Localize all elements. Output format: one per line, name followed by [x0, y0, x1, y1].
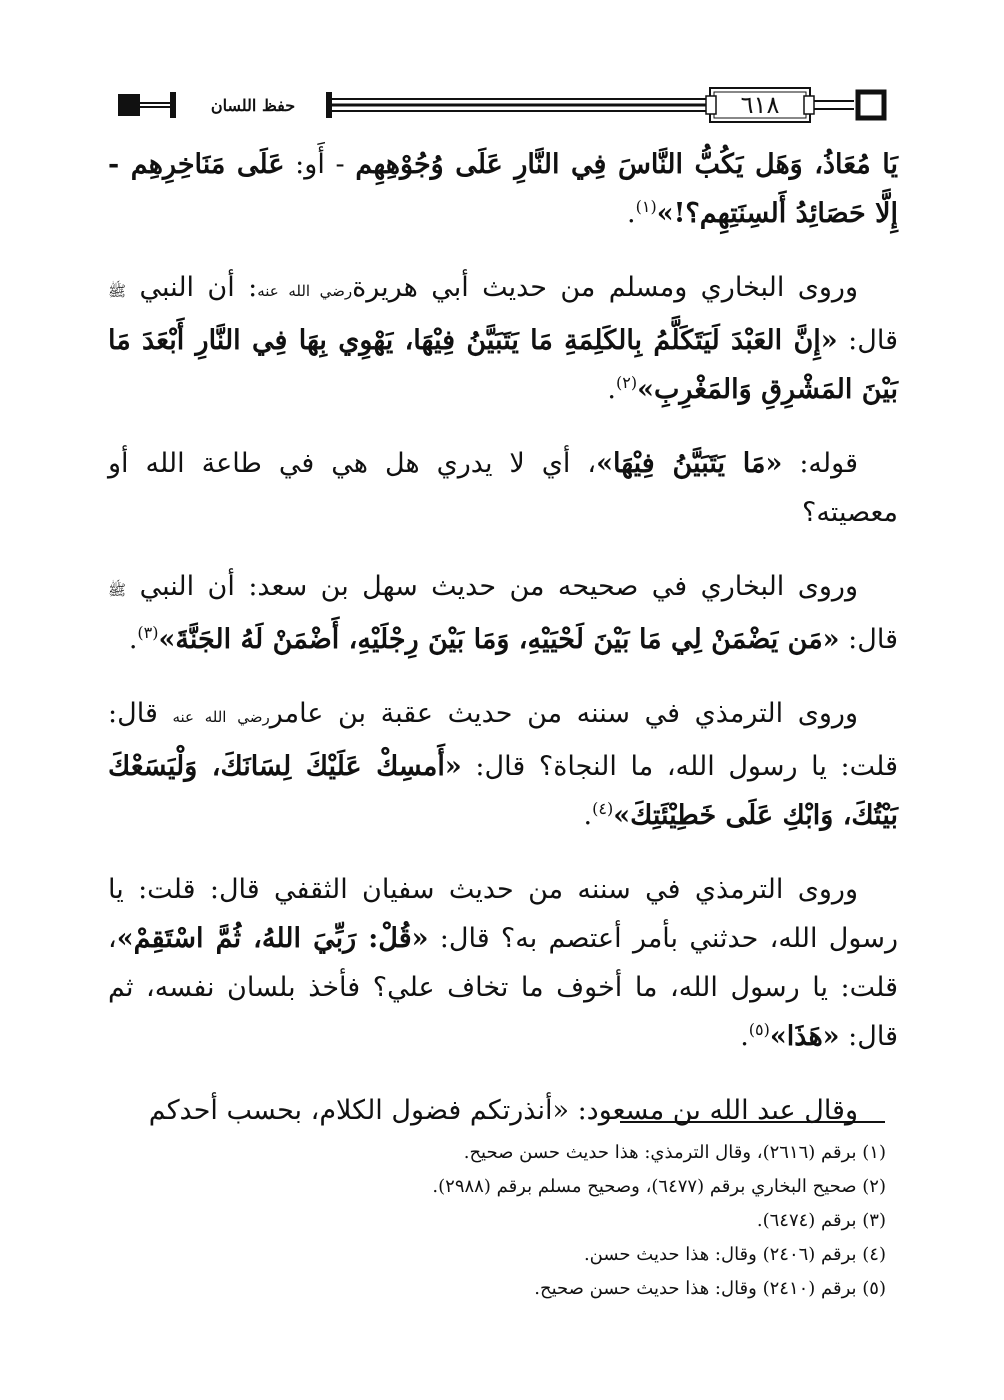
hadith-quote: عَلَى مَنَاخِرِهِم - إِلَّا حَصَائِدُ أَلسِنَتِهِم؟!» — [108, 149, 898, 229]
footnote-2: (٢) صحيح البخاري برقم (٦٤٧٧)، وصحيح مسلم برقم (٢٩٨٨). — [432, 1176, 886, 1197]
main-text — [108, 140, 898, 1160]
paragraph-text: ، قلت: يا رسول الله، ما أخوف ما تخاف علي؟ فأخذ بلسان نفسه، ثم قال: — [108, 923, 898, 1052]
paragraph-text: - أَو: — [284, 149, 356, 180]
paragraph-5 — [108, 689, 898, 840]
paragraph-text: قوله: — [782, 448, 858, 479]
hadith-quote: «إِنَّ العَبْدَ لَيَتَكَلَّمُ بِالكَلِمَةِ مَا يَتَبَيَّنُ فِيْهَا، يَهْوِي بِهَا فِي النَّارِ أَبْعَدَ مَا بَيْنَ المَشْرِقِ وَالمَغْرِبِ» — [108, 325, 898, 405]
page-header — [110, 86, 896, 126]
page-number: ٦١٨ — [740, 91, 780, 119]
footnote-marker: (٢) — [616, 373, 638, 392]
paragraph-text: قال: قلت: يا رسول الله، ما النجاة؟ قال: — [108, 698, 898, 782]
paragraph-text: . — [583, 800, 593, 831]
honorific-prophet: ﷺ — [108, 581, 127, 599]
hadith-quote: «مَا يَتَبَيَّنُ فِيْهَا» — [596, 448, 783, 479]
footnote-separator — [620, 1121, 885, 1123]
footnote-4: (٤) برقم (٢٤٠٦) وقال: هذا حديث حسن. — [583, 1244, 886, 1265]
footnote-3: (٣) برقم (٦٤٧٤). — [756, 1210, 886, 1231]
paragraph-2 — [108, 263, 898, 414]
hadith-quote: «مَن يَضْمَنْ لِي مَا بَيْنَ لَحْيَيْهِ، وَمَا بَيْنَ رِجْلَيْهِ، أَضْمَنْ لَهُ الجَنَّةَ» — [158, 624, 840, 655]
hadith-quote: يَا مُعَاذُ، وَهَل يَكُبُّ النَّاسَ فِي النَّارِ عَلَى وُجُوْهِهِم — [355, 149, 898, 180]
honorific-companion: رضي الله عنه — [257, 282, 353, 300]
paragraph-text: . — [128, 624, 138, 655]
paragraph-text: وروى البخاري ومسلم من حديث أبي هريرة — [352, 272, 858, 303]
paragraph-text: : أن النبي — [139, 272, 258, 303]
hadith-quote: «أَمسِكْ عَلَيْكَ لِسَانَكَ، وَلْيَسَعْكَ بَيْتُكَ، وَابْكِ عَلَى خَطِيْئَتِكَ» — [108, 751, 898, 831]
paragraph-text: وروى البخاري في صحيحه من حديث سهل بن سعد: أن النبي — [139, 571, 859, 602]
hadith-quote: «هَذَا» — [769, 1021, 840, 1052]
paragraph-text: قال: — [839, 624, 898, 655]
paragraph-text: . — [607, 374, 617, 405]
paragraph-1 — [108, 140, 898, 238]
paragraph-3 — [108, 439, 898, 537]
footnote-5: (٥) برقم (٢٤١٠) وقال: هذا حديث حسن صحيح. — [534, 1278, 886, 1299]
paragraph-text: وقال عبد الله بن مسعود: «أنذرتكم فضول الكلام، بحسب أحدكم — [148, 1095, 858, 1126]
honorific-prophet: ﷺ — [108, 282, 127, 300]
footnote-1: (١) برقم (٢٦١٦)، وقال الترمذي: هذا حديث حسن صحيح. — [463, 1142, 886, 1163]
paragraph-4 — [108, 562, 898, 664]
paragraph-text: قال: — [837, 325, 899, 356]
paragraph-text: وروى الترمذي في سننه من حديث عقبة بن عامر — [269, 698, 858, 729]
honorific-companion: رضي الله عنه — [172, 708, 270, 726]
footnote-marker: (١) — [635, 197, 657, 216]
hadith-quote: «قُلْ: رَبِّيَ اللهُ، ثُمَّ اسْتَقِمْ» — [116, 923, 429, 954]
paragraph-6 — [108, 865, 898, 1061]
paragraph-7 — [108, 1086, 898, 1135]
paragraph-text: ، أي لا يدري هل هي في طاعة الله أو معصيته؟ — [108, 448, 898, 528]
footnotes — [108, 1136, 886, 1306]
footnote-marker: (٣) — [137, 623, 159, 642]
footnote-marker: (٥) — [748, 1020, 770, 1039]
paragraph-text: وروى الترمذي في سننه من حديث سفيان الثقفي قال: قلت: يا رسول الله، حدثني بأمر أعتصم به؟ قال: — [108, 874, 899, 954]
running-title: حفظ اللسان — [182, 92, 324, 120]
paragraph-text: . — [627, 198, 636, 229]
paragraph-text: . — [740, 1021, 749, 1052]
footnote-marker: (٤) — [592, 799, 614, 818]
